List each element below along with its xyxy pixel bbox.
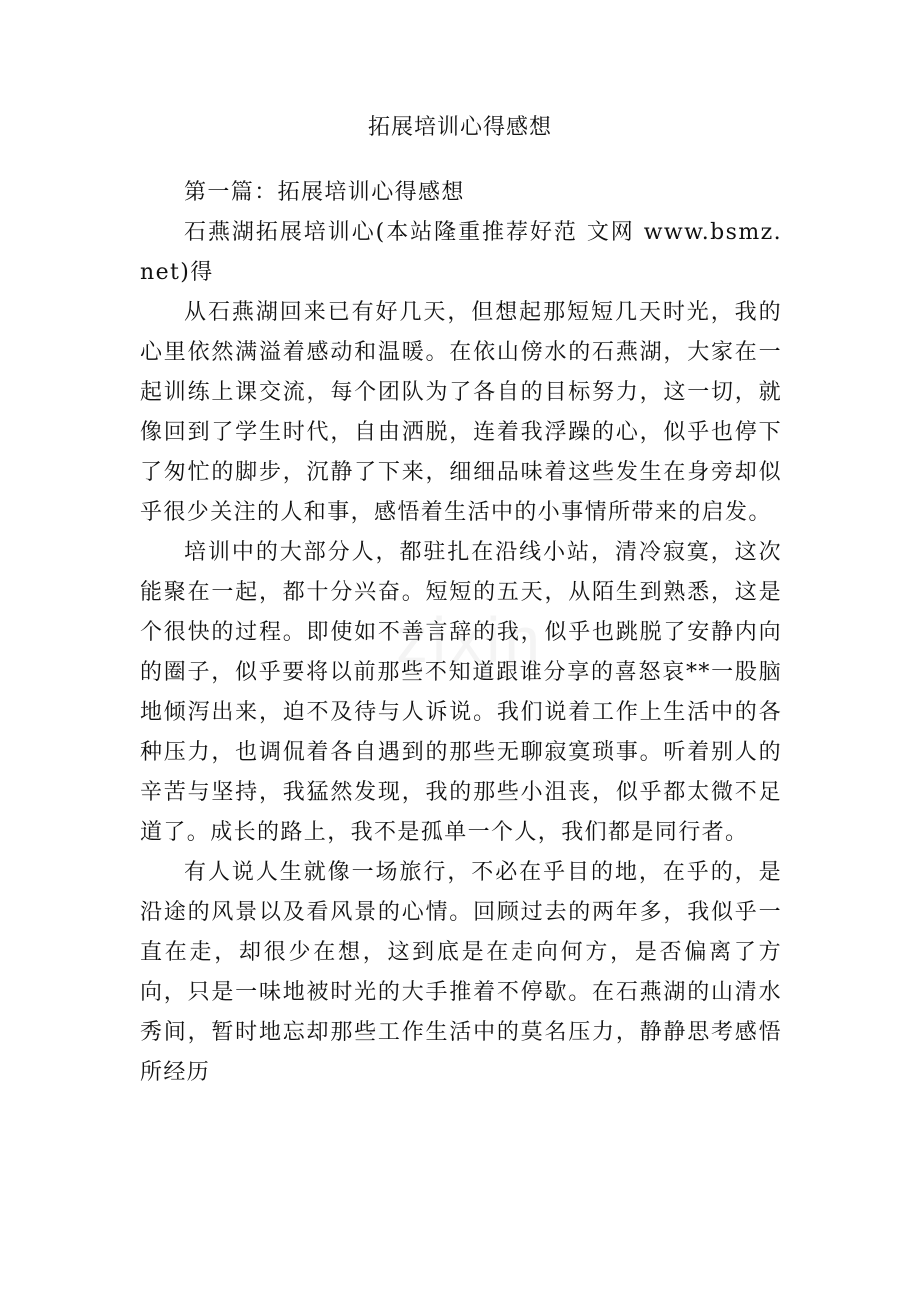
section-heading: 第一篇：拓展培训心得感想 [184, 180, 465, 205]
document-body [140, 173, 782, 1093]
body-paragraph-1: 从石燕湖回来已有好几天，但想起那短短几天时光，我的心里依然满溢着感动和温暖。在依山傍水的石燕湖，大家在一起训练上课交流，每个团队为了各自的目标努力，这一切，就像回到了学生时代，自由洒脱，连着我浮躁的心，似乎也停下了匆忙的脚步，沉静了下来，细细品味着这些发生在身旁却似乎很少关注的人和事，感悟着生活中的小事情所带来的启发。 [140, 300, 782, 525]
subtitle-paragraph: 石燕湖拓展培训心(本站隆重推荐好范 文网 www.bsmz.net)得 [140, 220, 782, 285]
document-title: 拓展培训心得感想 [367, 115, 552, 140]
body-paragraph-2: 培训中的大部分人，都驻扎在沿线小站，清冷寂寞，这次能聚在一起，都十分兴奋。短短的五天，从陌生到熟悉，这是个很快的过程。即使如不善言辞的我，似乎也跳脱了安静内向的圈子，似乎要将以前那些不知道跟谁分享的喜怒哀**一股脑地倾泻出来，迫不及待与人诉说。我们说着工作上生活中的各种压力，也调侃着各自遇到的那些无聊寂寞琐事。听着别人的辛苦与坚持，我猛然发现，我的那些小沮丧，似乎都太微不足道了。成长的路上，我不是孤单一个人，我们都是同行者。 [140, 540, 782, 845]
body-paragraph-3: 有人说人生就像一场旅行，不必在乎目的地，在乎的，是沿途的风景以及看风景的心情。回顾过去的两年多，我似乎一直在走，却很少在想，这到底是在走向何方，是否偏离了方向，只是一味地被时光的大手推着不停歇。在石燕湖的山清水秀间，暂时地忘却那些工作生活中的莫名压力，静静思考感悟所经历 [140, 860, 782, 1085]
